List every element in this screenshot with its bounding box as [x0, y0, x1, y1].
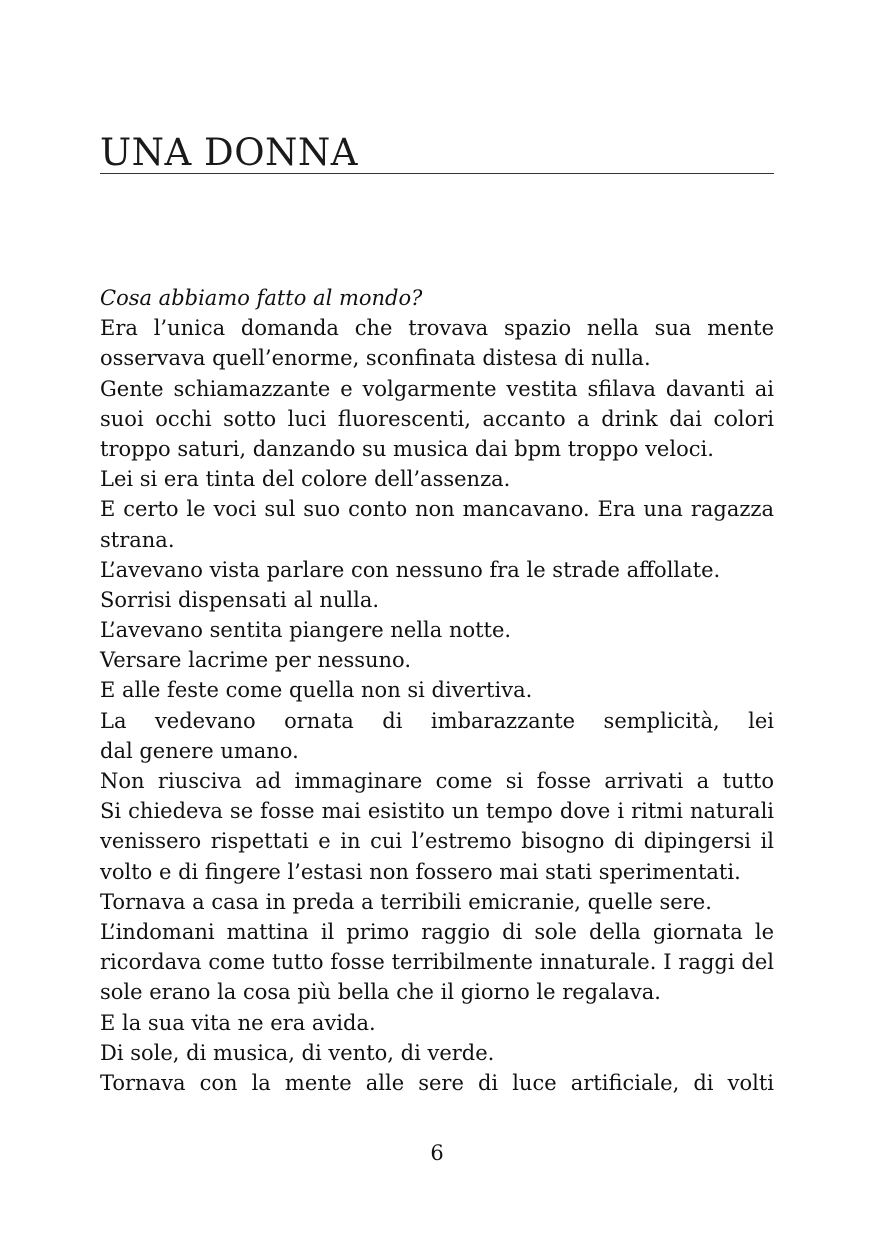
text-line: troppo saturi, danzando su musica dai bpm troppo veloci. — [100, 436, 714, 461]
text-line: L’avevano sentita piangere nella notte. — [100, 618, 512, 643]
body-text — [100, 283, 774, 1098]
text-line: L’indomani mattina il primo raggio di sole della giornata le — [100, 919, 774, 944]
text-line: sole erano la cosa più bella che il giorno le regalava. — [100, 980, 661, 1005]
text-line: Non riusciva ad immaginare come si fosse arrivati a tutto — [100, 769, 774, 793]
text-line: La vedevano ornata di imbarazzante semplicità, lei — [100, 708, 774, 733]
text-line: Si chiedeva se fosse mai esistito un tempo dove i ritmi naturali — [100, 799, 774, 824]
text-line: Di sole, di musica, di vento, di verde. — [100, 1040, 495, 1065]
text-line: Versare lacrime per nessuno. — [100, 648, 412, 673]
text-line: E alle feste come quella non si divertiva. — [100, 678, 533, 703]
text-line: L’avevano vista parlare con nessuno fra le strade affollate. — [100, 557, 721, 582]
text-line: dal genere umano. — [100, 738, 299, 763]
chapter-title: UNA DONNA — [100, 131, 359, 174]
text-line: E certo le voci sul suo conto non mancavano. Era una ragazza — [100, 497, 774, 522]
title-divider — [100, 173, 774, 174]
text-line: Lei si era tinta del colore dell’assenza. — [100, 467, 511, 492]
text-line: volto e di fingere l’estasi non fossero mai stati sperimentati. — [100, 859, 741, 884]
text-line: Sorrisi dispensati al nulla. — [100, 587, 380, 612]
text-line: Era l’unica domanda che trovava spazio nella sua mente — [100, 316, 774, 341]
text-line: Tornava con la mente alle sere di luce artificiale, di volti — [100, 1070, 774, 1095]
text-line: suoi occhi sotto luci fluorescenti, accanto a drink dai colori — [100, 406, 774, 431]
text-line: E la sua vita ne era avida. — [100, 1010, 376, 1035]
text-line: Tornava a casa in preda a terribili emicranie, quelle sere. — [100, 889, 712, 914]
page-number: 6 — [430, 1141, 444, 1165]
text-line: venissero rispettati e in cui l’estremo bisogno di dipingersi il — [100, 829, 774, 854]
text-line: ricordava come tutto fosse terribilmente innaturale. I raggi del — [100, 950, 774, 975]
text-line: Cosa abbiamo fatto al mondo? — [100, 286, 423, 310]
text-line: osservava quell’enorme, sconfinata distesa di nulla. — [100, 346, 651, 371]
text-line: Gente schiamazzante e volgarmente vestita sfilava davanti ai — [100, 376, 774, 401]
text-line: strana. — [100, 527, 175, 552]
